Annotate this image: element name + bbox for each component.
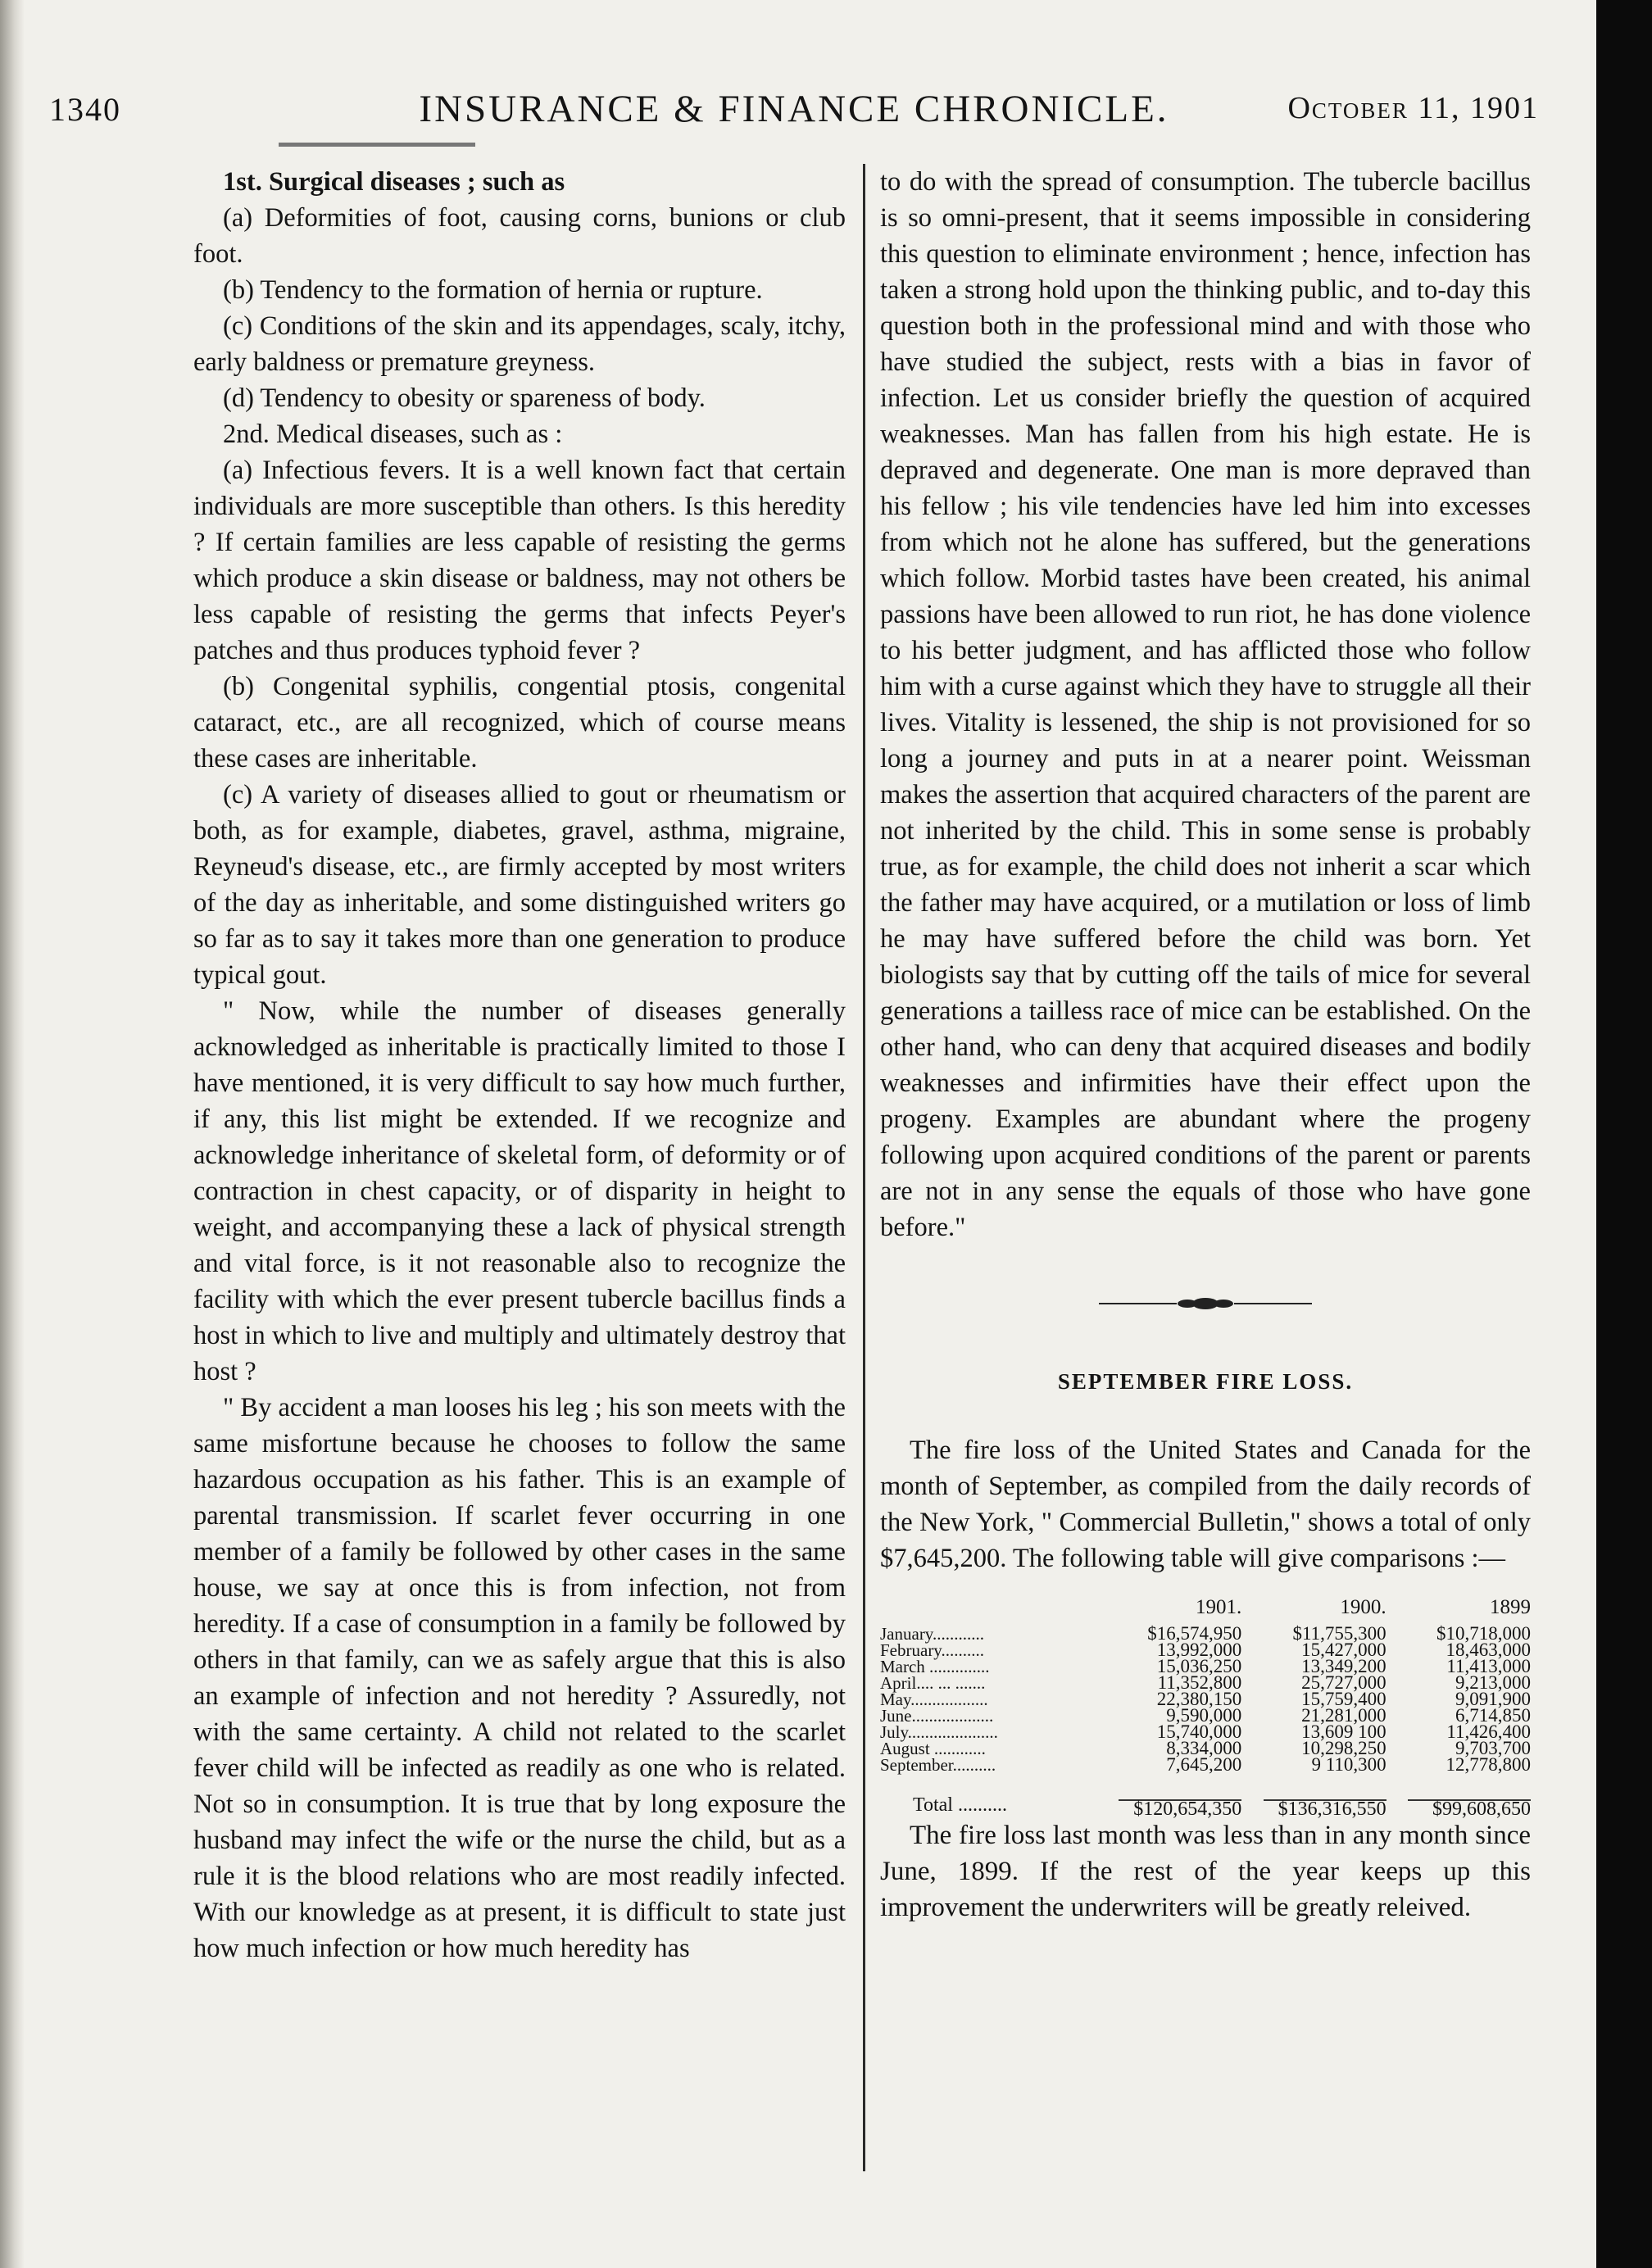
header-rule — [279, 143, 475, 147]
table-cell-1900: 21,281,000 — [1301, 1705, 1386, 1726]
table-header-year: 1900. — [1340, 1596, 1386, 1618]
table-cell-1900: 9 110,300 — [1311, 1754, 1386, 1775]
table-cell-month: February.......... — [880, 1640, 984, 1660]
fire-loss-table — [880, 1594, 1531, 1820]
paragraph: " By accident a man looses his leg ; his son meets with the same misfortune because he chooses to follow the same hazardous occupation as his father. This is an example of parental transmission. If scarlet fever occurring in one member of a family be followed by other cases in the same house, we say at once this is from infection, not from heredity. If a case of consumption in a family be followed by others in that family, can we as safely argue that this is also an example of infection and not heredity ? Assuredly, not with the same certainty. A child not related to the scarlet fever child will be infected as readily as one who is related. Not so in consumption. It is true that by long exposure the husband may infect the wife or the nurse the child, but as a rule it is the blood relations who are most readily infected. With our knowledge as at present, it is difficult to state just how much infection or how much heredity has — [193, 1393, 846, 1963]
paragraph: (d) Tendency to obesity or spareness of body. — [223, 383, 706, 413]
table-cell-1899: 12,778,800 — [1446, 1754, 1531, 1775]
table-cell-1901: 11,352,800 — [1157, 1672, 1242, 1693]
table-cell-1900: $11,755,300 — [1292, 1623, 1386, 1644]
paragraph: The fire loss of the United States and Canada for the month of September, as compiled from the daily records of the New York, " Commercial Bulletin," shows a total of only $7,645,200. The following table will give comparisons :— — [880, 1436, 1531, 1573]
issue-date: October 11, 1901 — [1287, 91, 1539, 125]
table-cell-1899: 9,703,700 — [1455, 1738, 1531, 1758]
table-cell-1899: 9,213,000 — [1455, 1672, 1531, 1693]
table-cell-1901: 9,590,000 — [1166, 1705, 1242, 1726]
paragraph: (a) Deformities of foot, causing corns, bunions or club foot. — [193, 203, 846, 269]
paragraph: (b) Tendency to the formation of hernia or rupture. — [223, 275, 763, 305]
table-cell-1900: 15,427,000 — [1301, 1640, 1386, 1660]
journal-title: INSURANCE & FINANCE CHRONICLE. — [419, 88, 1169, 130]
table-header-year: 1901. — [1195, 1596, 1242, 1618]
table-cell-month: June................... — [880, 1706, 994, 1726]
paragraph: to do with the spread of consumption. The tubercle bacillus is so omni-present, that it seems impossible in considering this question to eliminate environment ; hence, infection has taken a strong hold upon the thinking public, and to-day this question both in the professional mind and with those who have studied the subject, rests with a bias in favor of infection. Let us consider briefly the question of acquired weaknesses. Man has fallen from his high estate. He is depraved and degenerate. One man is more depraved than his fellow ; his vile tendencies have led him into excesses from which not he alone has suffered, but the generations which follow. Morbid tastes have been created, his animal passions have been allowed to run riot, he has done violence to his better judgment, and has afflicted those who follow him with a curse against which they have to struggle all their lives. Vitality is lessened, the ship is not provisioned for so long a journey and puts in at a nearer point. Weissman makes the assertion that acquired characters of the parent are not inherited by the child. This in some sense is probably true, as for example, the child does not inherit a scar which the father may have acquired, or a mutilation or loss of limb he may have suffered before the child was born. Yet biologists say that by cutting off the tails of mice for several generations a tailless race of mice can be established. On the other hand, who can deny that acquired diseases and bodily weaknesses and infirmities have their effect upon the progeny. Examples are abundant where the progeny following upon acquired conditions of the parent or parents are not in any sense the equals of those who have gone before." — [880, 167, 1531, 1242]
table-cell-1899: $10,718,000 — [1436, 1623, 1531, 1644]
table-header-row — [880, 1594, 1531, 1626]
table-cell-1899: 6,714,850 — [1455, 1705, 1531, 1726]
table-row — [880, 1757, 1531, 1773]
paragraph: " Now, while the number of diseases generally acknowledged as inheritable is practically limited to those I have mentioned, it is very difficult to say how much further, if any, this list might be extended. If we recognize and acknowledge inheritance of skeletal form, of deformity or of contraction in chest capacity, or of disparity in height to weight, and accompanying these a lack of physical strength and vital force, is it not reasonable also to recognize the facility with which the ever present tubercle bacillus finds a host in which to live and multiply and ultimately destroy that host ? — [193, 996, 846, 1386]
table-cell-1901: 7,645,200 — [1166, 1754, 1242, 1775]
table-header-month — [880, 1594, 1097, 1626]
table-cell-month: April.... ... ....... — [880, 1673, 986, 1693]
paragraph: 2nd. Medical diseases, such as : — [223, 420, 563, 449]
total-cell-1901 — [1097, 1773, 1242, 1820]
table-cell-month: January............ — [880, 1624, 984, 1644]
table-header-year: 1899 — [1490, 1596, 1531, 1618]
table-cell-1900: 15,759,400 — [1301, 1689, 1386, 1709]
table-total-label: Total .......... — [913, 1794, 1007, 1816]
paragraph: (c) Conditions of the skin and its appendages, scaly, itchy, early baldness or premature greyness. — [193, 311, 846, 377]
total-value: $120,654,350 — [1133, 1799, 1242, 1820]
table-cell-month: September.......... — [880, 1755, 996, 1775]
section-title: SEPTEMBER FIRE LOSS. — [1057, 1369, 1354, 1394]
page-number: 1340 — [49, 91, 121, 128]
left-column — [193, 164, 846, 1966]
total-cell-1900 — [1241, 1773, 1386, 1820]
table-cell-1899: 9,091,900 — [1455, 1689, 1531, 1709]
table-cell-month: August ............ — [880, 1739, 986, 1758]
table-cell-1900: 13,349,200 — [1301, 1656, 1386, 1676]
table-cell-1901: 22,380,150 — [1156, 1689, 1242, 1709]
table-cell-1899: 11,413,000 — [1446, 1656, 1531, 1676]
paragraph: (c) A variety of diseases allied to gout or rheumatism or both, as for example, diabetes, gravel, asthma, migraine, Reyneud's disease, etc., are firmly accepted by most writers of the day as inheritable, and some distinguished writers go so far as to say it takes more than one generation to produce typical gout. — [193, 780, 846, 990]
table-cell-1901: 15,036,250 — [1156, 1656, 1242, 1676]
total-value: $136,316,550 — [1278, 1799, 1386, 1820]
paragraph: 1st. Surgical diseases ; such as — [223, 167, 565, 197]
table-cell-month: March .............. — [880, 1657, 990, 1676]
table-cell-1899: 18,463,000 — [1446, 1640, 1531, 1660]
table-cell-month: May.................. — [880, 1690, 988, 1709]
table-cell-1900: 10,298,250 — [1301, 1738, 1386, 1758]
column-divider — [863, 164, 865, 2171]
table-cell-1901: 15,740,000 — [1156, 1721, 1242, 1742]
table-cell-1901: 13,992,000 — [1156, 1640, 1242, 1660]
paragraph: The fire loss last month was less than in any month since June, 1899. If the rest of the year keeps up this improvement the underwriters will be greatly releived. — [880, 1821, 1531, 1922]
table-cell-1901: $16,574,950 — [1147, 1623, 1242, 1644]
table-total-row — [880, 1773, 1531, 1817]
table-cell-1899: 11,426,400 — [1446, 1721, 1531, 1742]
page-header — [49, 79, 1539, 136]
table-cell-1901: 8,334,000 — [1166, 1738, 1242, 1758]
total-cell-1899 — [1386, 1773, 1531, 1820]
paragraph: (a) Infectious fevers. It is a well known fact that certain individuals are more susceptible than others. Is this heredity ? If certain families are less capable of resisting the germs which produce a skin disease or baldness, may not others be less capable of resisting the germs that infects Peyer's patches and thus produces typhoid fever ? — [193, 456, 846, 665]
paragraph: (b) Congenital syphilis, congential ptosis, congenital cataract, etc., are all recognized, which of course means these cases are inheritable. — [193, 672, 846, 773]
right-column — [880, 164, 1531, 1926]
total-value: $99,608,650 — [1432, 1799, 1531, 1820]
table-cell-1900: 25,727,000 — [1301, 1672, 1386, 1693]
table-cell-1900: 13,609 100 — [1301, 1721, 1386, 1742]
page-binding-edge — [0, 0, 25, 2268]
section-ornament — [1099, 1291, 1312, 1316]
table-cell-month: July..................... — [880, 1722, 998, 1742]
